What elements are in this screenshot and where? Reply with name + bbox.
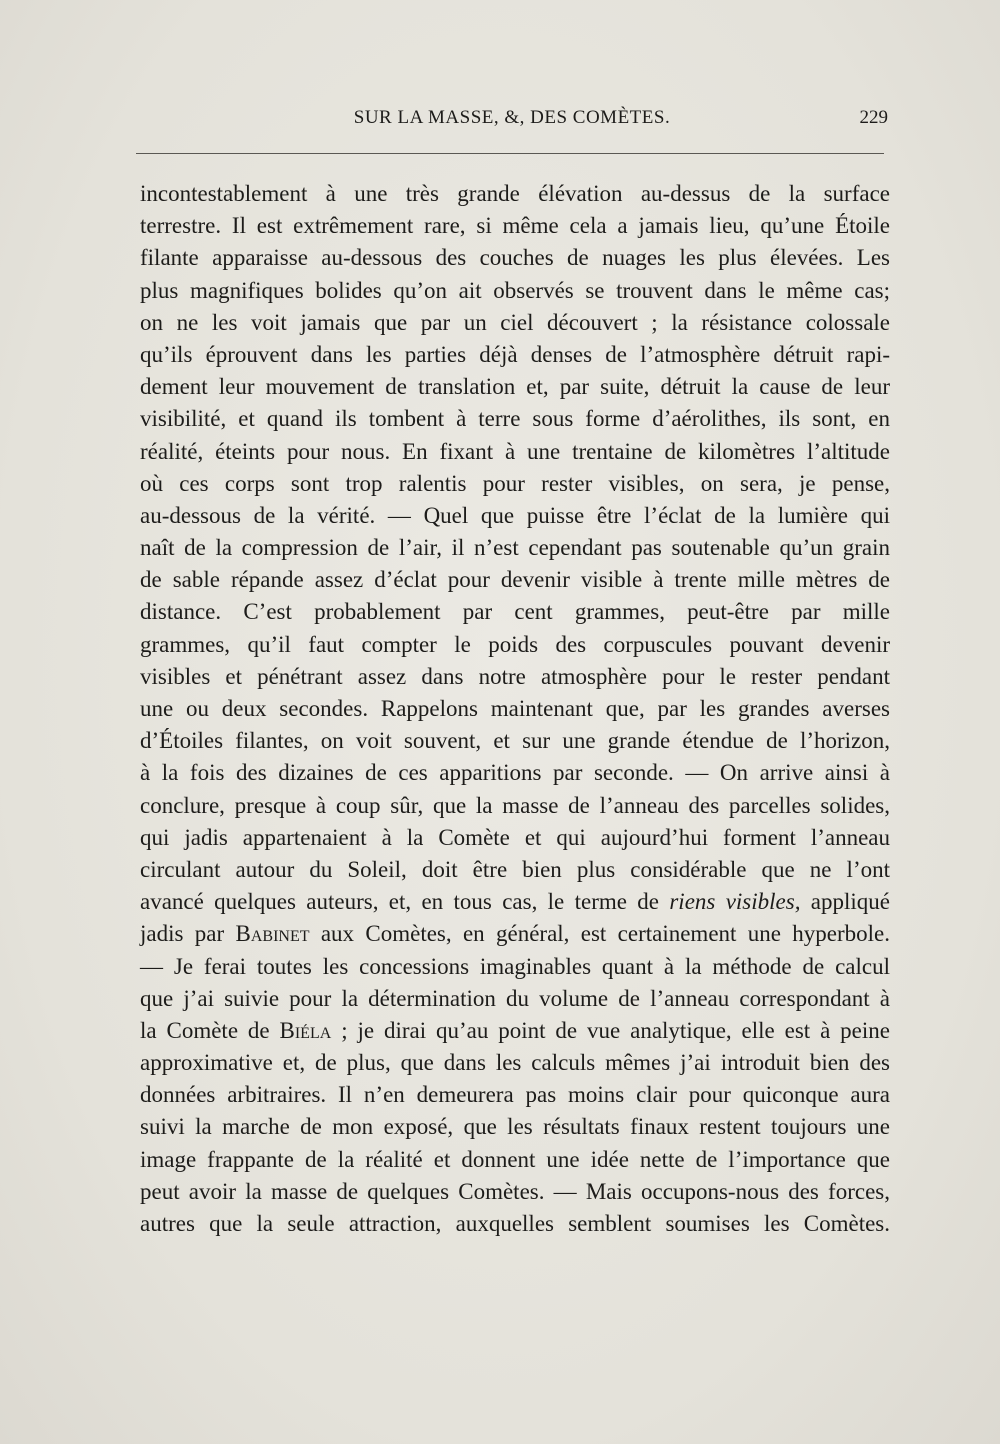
text-line: où ces corps sont trop ralentis pour rester visibles, on sera, je pense, bbox=[140, 470, 890, 496]
text-line: dement leur mouvement de translation et, par suite, détruit la cause de leur bbox=[140, 374, 890, 400]
text-line: on ne les voit jamais que par un ciel découvert ; la résistance colossale bbox=[140, 309, 890, 335]
text-line: approximative et, de plus, que dans les calculs mêmes j’ai introduit bien des bbox=[140, 1050, 890, 1076]
text-segment: jadis par bbox=[140, 921, 225, 947]
text-line: distance. C’est probablement par cent grammes, peut-être par mille bbox=[140, 599, 890, 625]
text-segment: ; je dirai qu’au point de vue analytique, elle est à peine bbox=[341, 1017, 890, 1043]
text-line: qui jadis appartenaient à la Comète et qui aujourd’hui forment l’anneau bbox=[140, 824, 890, 850]
text-line: données arbitraires. Il n’en demeurera pas moins clair pour quiconque aura bbox=[140, 1082, 890, 1108]
text-segment: avancé quelques auteurs, et, en tous cas, le terme de bbox=[140, 889, 660, 915]
text-line: autres que la seule attraction, auxquelles semblent soumises les Comètes. bbox=[140, 1211, 890, 1236]
text-line: conclure, presque à coup sûr, que la masse de l’anneau des parcelles solides, bbox=[140, 792, 890, 818]
text-line-with-italic bbox=[140, 886, 890, 918]
header-rule bbox=[136, 153, 884, 154]
text-line: circulant autour du Soleil, doit être bien plus considérable que ne l’ont bbox=[140, 856, 890, 882]
text-line: plus magnifiques bolides qu’on ait observés se trouvent dans le même cas; bbox=[140, 277, 890, 303]
running-title: SUR LA MASSE, &, DES COMÈTES. bbox=[353, 107, 671, 128]
text-line: peut avoir la masse de quelques Comètes. — Mais occupons-nous des forces, bbox=[140, 1178, 890, 1204]
text-line: à la fois des dizaines de ces apparitions par seconde. — On arrive ainsi à bbox=[140, 760, 890, 786]
text-line: visibles et pénétrant assez dans notre atmosphère pour le rester pendant bbox=[140, 663, 890, 689]
comet-name-biela: Biéla bbox=[279, 1017, 332, 1043]
text-segment: appliqué bbox=[810, 889, 890, 915]
text-line: visibilité, et quand ils tombent à terre sous forme d’aérolithes, ils sont, en bbox=[140, 406, 890, 432]
page-number: 229 bbox=[859, 107, 888, 128]
text-line: suivi la marche de mon exposé, que les résultats finaux restent toujours une bbox=[140, 1114, 890, 1140]
text-line: grammes, qu’il faut compter le poids des corpuscules pouvant devenir bbox=[140, 631, 890, 657]
text-line: une ou deux secondes. Rappelons maintenant que, par les grandes averses bbox=[140, 696, 890, 721]
running-header bbox=[136, 103, 888, 133]
text-line: incontestablement à une très grande élévation au-dessus de la surface bbox=[140, 181, 890, 206]
body-text bbox=[140, 178, 890, 1240]
text-line: image frappante de la réalité et donnent une idée nette de l’importance que bbox=[140, 1146, 890, 1172]
italic-phrase: riens visibles, bbox=[669, 889, 801, 915]
text-line: d’Étoiles filantes, on voit souvent, et sur une grande étendue de l’horizon, bbox=[140, 728, 890, 754]
text-line: naît de la compression de l’air, il n’est cependant pas soutenable qu’un grain bbox=[140, 535, 890, 561]
text-line: qu’ils éprouvent dans les parties déjà denses de l’atmosphère détruit rapi- bbox=[140, 341, 890, 367]
text-line: réalité, éteints pour nous. En fixant à une trentaine de kilomètres l’altitude bbox=[140, 438, 890, 464]
text-line-with-smallcaps bbox=[140, 1015, 890, 1047]
text-line-with-smallcaps bbox=[140, 918, 890, 950]
text-line: terrestre. Il est extrêmement rare, si même cela a jamais lieu, qu’une Étoile bbox=[140, 213, 890, 239]
text-line: au-dessous de la vérité. — Quel que puisse être l’éclat de la lumière qui bbox=[140, 502, 890, 528]
text-line: — Je ferai toutes les concessions imaginables quant à la méthode de calcul bbox=[140, 953, 890, 979]
text-segment: la Comète de bbox=[140, 1017, 270, 1043]
author-name-babinet: Babinet bbox=[235, 921, 310, 947]
text-line: que j’ai suivie pour la détermination du volume de l’anneau correspondant à bbox=[140, 985, 890, 1011]
text-segment: aux Comètes, en général, est certainement une hyperbole. bbox=[320, 921, 891, 947]
text-line: de sable répande assez d’éclat pour devenir visible à trente mille mètres de bbox=[140, 567, 890, 593]
text-line: filante apparaisse au-dessous des couches de nuages les plus élevées. Les bbox=[140, 245, 890, 271]
